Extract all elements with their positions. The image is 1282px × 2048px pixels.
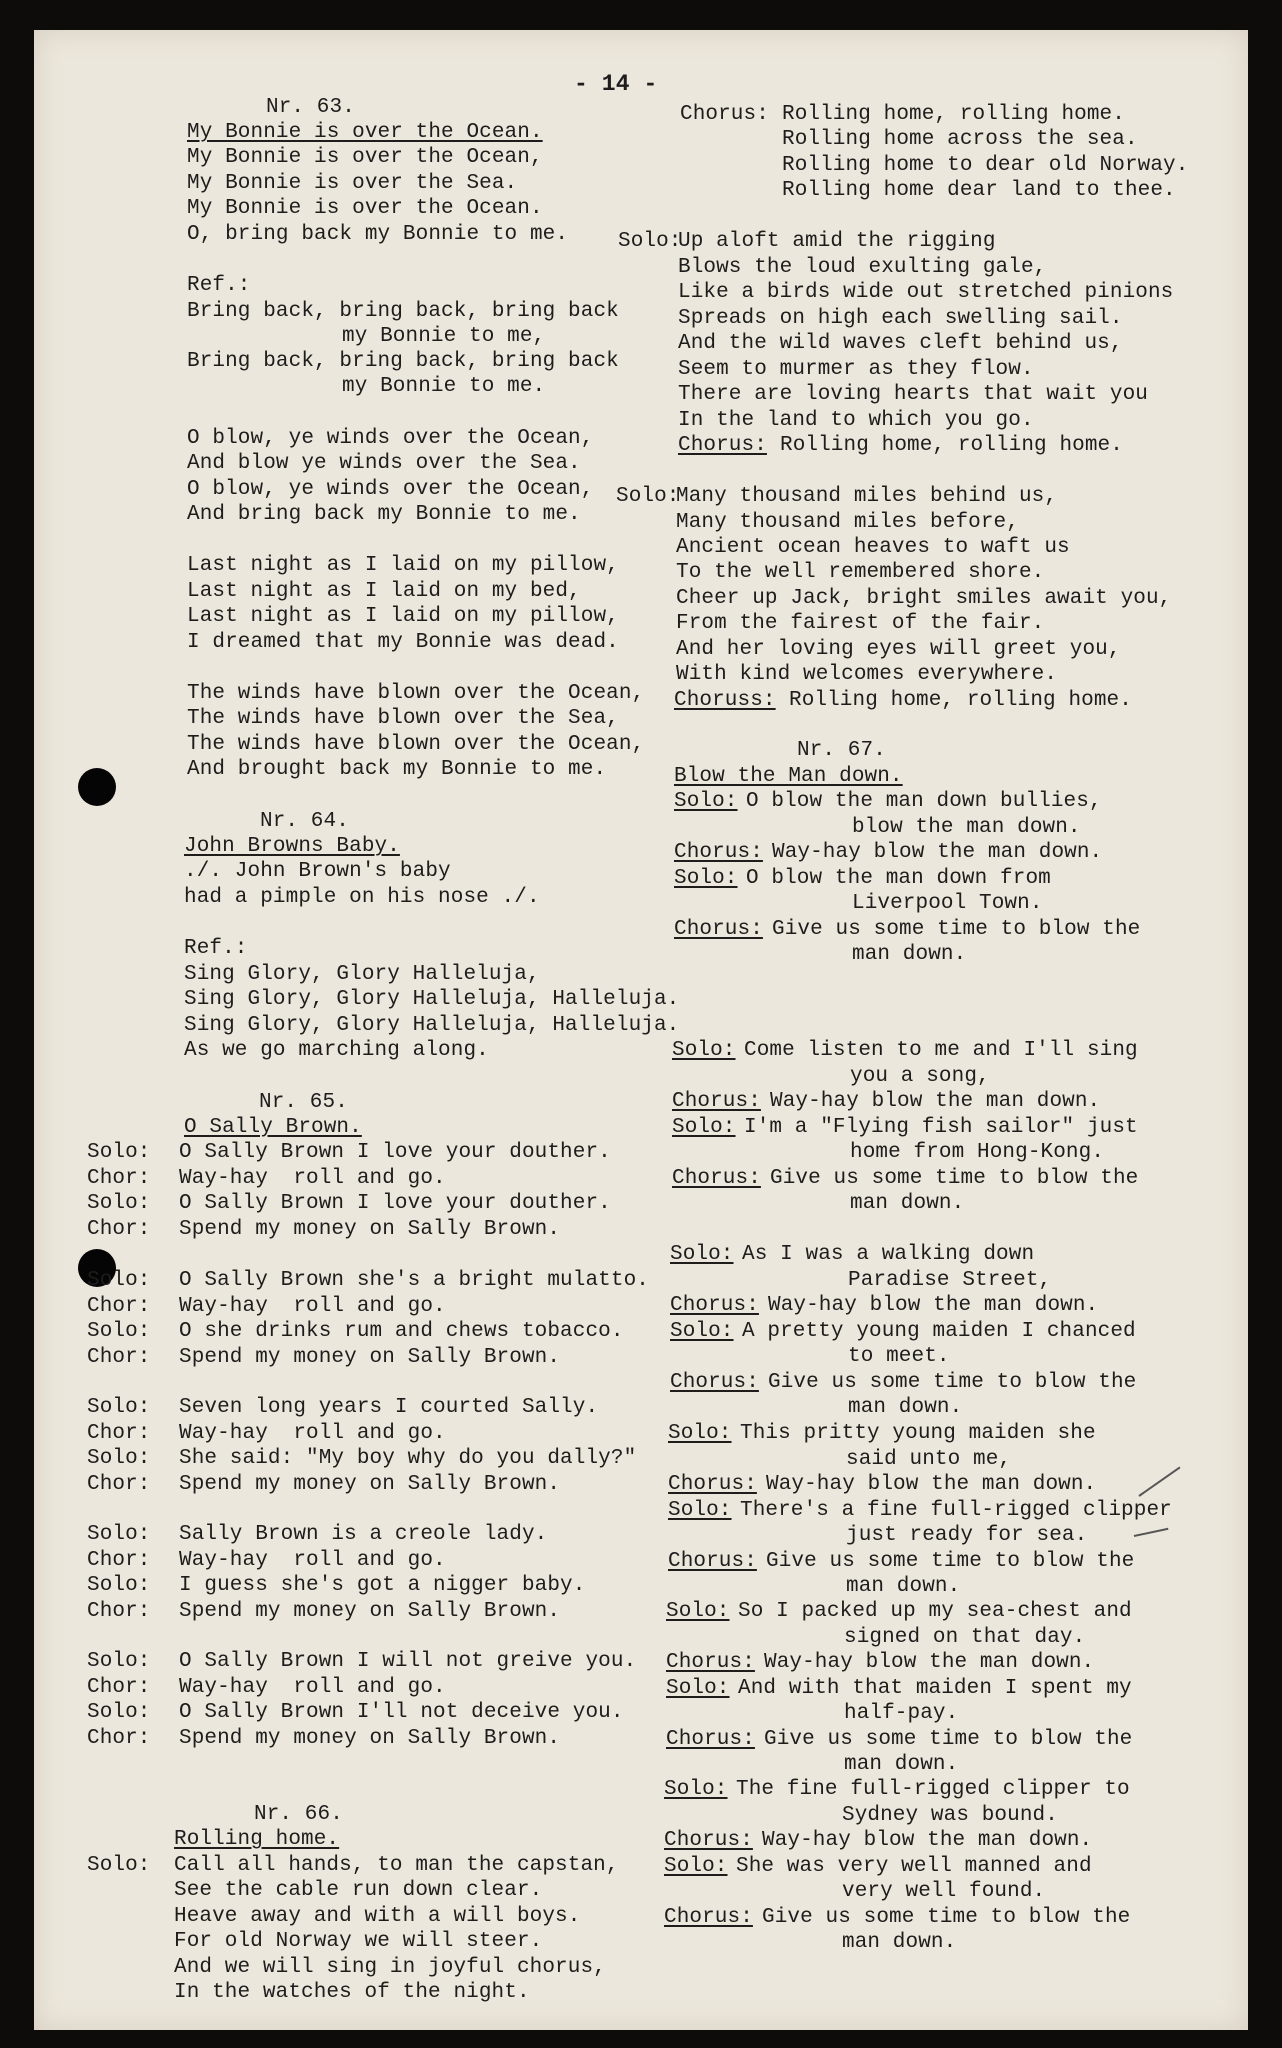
lyric-line: man down. xyxy=(850,1192,965,1215)
lyric-line: my Bonnie to me. xyxy=(342,375,546,398)
solo-label: Solo: xyxy=(87,1523,151,1546)
lyric-line: you a song, xyxy=(850,1064,990,1088)
lyric-line: Way-hay roll and go. xyxy=(179,1548,446,1572)
solo-label: Solo: xyxy=(666,1676,730,1700)
lyric-line: Blows the loud exulting gale, xyxy=(678,256,1047,279)
lyric-line: Up aloft amid the rigging xyxy=(678,230,996,253)
lyric-line: Way-hay roll and go. xyxy=(179,1166,446,1190)
lyric-line: Many thousand miles behind us, xyxy=(676,485,1058,508)
solo-label: Solo: xyxy=(87,1269,151,1292)
chorus-label: Chor: xyxy=(87,1217,151,1241)
lyric-line: Give us some time to blow the xyxy=(768,1370,1137,1394)
lyric-line: O blow, ye winds over the Ocean, xyxy=(187,478,594,501)
lyric-line: Sing Glory, Glory Halleluja, Halleluja. xyxy=(184,988,680,1011)
lyric-line: O blow the man down from xyxy=(746,866,1051,890)
lyric-line: Way-hay blow the man down. xyxy=(762,1829,1093,1852)
chorus-label: Chor: xyxy=(87,1166,151,1190)
lyric-line: man down. xyxy=(846,1575,961,1598)
lyric-line: For old Norway we will steer. xyxy=(174,1930,543,1953)
lyric-line: With kind welcomes everywhere. xyxy=(676,663,1058,686)
solo-label: Solo: xyxy=(664,1778,728,1801)
chorus-label: Chorus: xyxy=(664,1905,753,1929)
solo-label: Solo: xyxy=(616,485,680,508)
lyric-line: Give us some time to blow the xyxy=(762,1905,1131,1929)
chorus-label: Chorus: xyxy=(672,1166,761,1190)
lyric-line: Spend my money on Sally Brown. xyxy=(179,1217,561,1241)
lyric-line: And the wild waves cleft behind us, xyxy=(678,332,1123,355)
lyric-line: O Sally Brown I will not greive you. xyxy=(179,1650,637,1673)
lyric-line: As I was a walking down xyxy=(742,1243,1035,1266)
song-number: Nr. 67. xyxy=(797,739,886,762)
chorus-label: Chorus: xyxy=(668,1549,757,1573)
punch-hole-icon xyxy=(78,768,116,806)
lyric-line: In the watches of the night. xyxy=(174,1981,530,2004)
lyric-line: Way-hay roll and go. xyxy=(179,1294,446,1318)
lyric-line: To the well remembered shore. xyxy=(676,561,1045,584)
lyric-line: Seven long years I courted Sally. xyxy=(179,1396,599,1419)
chorus-label: Chor: xyxy=(87,1675,151,1699)
lyric-line: Sally Brown is a creole lady. xyxy=(179,1523,548,1546)
song-title: O Sally Brown. xyxy=(184,1116,362,1139)
lyric-line: man down. xyxy=(848,1396,963,1419)
solo-label: Solo: xyxy=(672,1115,736,1139)
pencil-mark xyxy=(1134,1528,1169,1537)
chorus-label: Chor: xyxy=(87,1548,151,1572)
lyric-line: My Bonnie is over the Sea. xyxy=(187,172,518,195)
chorus-label: Chorus: xyxy=(674,841,763,864)
solo-label: Solo: xyxy=(618,230,682,253)
lyric-line: The winds have blown over the Ocean, xyxy=(187,733,645,756)
lyric-line: The winds have blown over the Sea, xyxy=(187,707,619,730)
chorus-label: Chor: xyxy=(87,1345,151,1369)
refrain-label: Ref.: xyxy=(187,274,251,297)
lyric-line: man down. xyxy=(844,1753,959,1776)
lyric-line: Spend my money on Sally Brown. xyxy=(179,1726,561,1750)
lyric-line: Rolling home to dear old Norway. xyxy=(782,154,1189,177)
song-number: Nr. 63. xyxy=(266,96,355,119)
lyric-line: Give us some time to blow the xyxy=(770,1166,1139,1190)
chorus-label: Chor: xyxy=(87,1599,151,1623)
chorus-label: Chorus: xyxy=(664,1829,753,1852)
lyric-line: Heave away and with a will boys. xyxy=(174,1905,581,1928)
lyric-line: Way-hay roll and go. xyxy=(179,1675,446,1699)
lyric-line: Sing Glory, Glory Halleluja, xyxy=(184,963,540,986)
solo-label: Solo: xyxy=(670,1319,734,1343)
song-title: Rolling home. xyxy=(174,1828,340,1851)
lyric-line: O she drinks rum and chews tobacco. xyxy=(179,1320,624,1343)
document-page xyxy=(34,30,1248,2030)
solo-label: Solo: xyxy=(87,1447,151,1470)
solo-label: Solo: xyxy=(87,1854,151,1877)
lyric-line: Bring back, bring back, bring back xyxy=(187,350,619,373)
lyric-line: And we will sing in joyful chorus, xyxy=(174,1956,606,1979)
lyric-line: Last night as I laid on my pillow, xyxy=(187,554,619,577)
chorus-label: Chor: xyxy=(87,1472,151,1496)
lyric-line: Way-hay blow the man down. xyxy=(766,1473,1097,1496)
song-title: John Browns Baby. xyxy=(184,835,400,858)
song-title: My Bonnie is over the Ocean. xyxy=(187,121,543,144)
lyric-line: said unto me, xyxy=(846,1447,1012,1471)
lyric-line: ./. John Brown's baby xyxy=(184,860,451,883)
lyric-line: This pritty young maiden she xyxy=(740,1422,1096,1445)
lyric-line: And bring back my Bonnie to me. xyxy=(187,503,581,526)
lyric-line: O, bring back my Bonnie to me. xyxy=(187,223,569,246)
lyric-line: Way-hay blow the man down. xyxy=(770,1090,1101,1113)
lyric-line: I guess she's got a nigger baby. xyxy=(179,1574,586,1597)
chorus-label: Chorus: xyxy=(670,1370,759,1394)
lyric-line: She said: "My boy why do you dally?" xyxy=(179,1447,637,1470)
chorus-label: Chorus: xyxy=(678,434,767,457)
lyric-line: And with that maiden I spent my xyxy=(738,1676,1132,1700)
page-number: - 14 - xyxy=(574,71,658,97)
lyric-line: Call all hands, to man the capstan, xyxy=(174,1854,619,1877)
chorus-label: Chor: xyxy=(87,1421,151,1445)
lyric-line: O Sally Brown I love your douther. xyxy=(179,1141,611,1164)
lyric-line: Many thousand miles before, xyxy=(676,511,1019,534)
song-number: Nr. 64. xyxy=(260,810,349,833)
lyric-line: Liverpool Town. xyxy=(852,892,1043,915)
chorus-label: Chor: xyxy=(87,1726,151,1750)
lyric-line: Seem to murmer as they flow. xyxy=(678,358,1034,381)
lyric-line: The winds have blown over the Ocean, xyxy=(187,682,645,705)
lyric-line: My Bonnie is over the Ocean, xyxy=(187,146,543,169)
lyric-line: In the land to which you go. xyxy=(678,409,1034,432)
chorus-label: Choruss: xyxy=(674,689,776,712)
lyric-line: O blow, ye winds over the Ocean, xyxy=(187,427,594,450)
lyric-line: Give us some time to blow the xyxy=(766,1549,1135,1573)
lyric-line: Give us some time to blow the xyxy=(764,1727,1133,1751)
solo-label: Solo: xyxy=(668,1422,732,1445)
solo-label: Solo: xyxy=(664,1854,728,1878)
lyric-line: Way-hay blow the man down. xyxy=(768,1294,1099,1317)
lyric-line: Rolling home across the sea. xyxy=(782,128,1138,151)
lyric-line: And brought back my Bonnie to me. xyxy=(187,758,607,781)
pencil-mark xyxy=(1138,1467,1180,1497)
lyric-line: So I packed up my sea-chest and xyxy=(738,1600,1132,1623)
solo-label: Solo: xyxy=(87,1141,151,1164)
lyric-line: signed on that day. xyxy=(844,1625,1086,1649)
lyric-line: O Sally Brown I love your douther. xyxy=(179,1192,611,1215)
lyric-line: to meet. xyxy=(848,1345,950,1368)
lyric-line: There are loving hearts that wait you xyxy=(678,383,1148,406)
lyric-line: From the fairest of the fair. xyxy=(676,612,1045,635)
lyric-line: very well found. xyxy=(842,1880,1046,1903)
lyric-line: Spend my money on Sally Brown. xyxy=(179,1472,561,1496)
solo-label: Solo: xyxy=(87,1574,151,1597)
song-number: Nr. 66. xyxy=(254,1803,343,1826)
lyric-line: man down. xyxy=(852,943,967,966)
lyric-line: just ready for sea. xyxy=(846,1524,1088,1547)
solo-label: Solo: xyxy=(674,790,738,813)
lyric-line: As we go marching along. xyxy=(184,1039,489,1062)
chorus-label: Chorus: xyxy=(668,1473,757,1496)
lyric-line: I'm a "Flying fish sailor" just xyxy=(744,1115,1138,1139)
lyric-line: Way-hay blow the man down. xyxy=(772,841,1103,864)
lyric-line: Give us some time to blow the xyxy=(772,917,1141,941)
lyric-line: A pretty young maiden I chanced xyxy=(742,1319,1136,1343)
solo-label: Solo: xyxy=(87,1396,151,1419)
lyric-line: Way-hay blow the man down. xyxy=(764,1651,1095,1674)
lyric-line: blow the man down. xyxy=(852,815,1081,839)
solo-label: Solo: xyxy=(666,1600,730,1623)
lyric-line: home from Hong-Kong. xyxy=(850,1141,1105,1164)
lyric-line: had a pimple on his nose ./. xyxy=(184,886,540,909)
lyric-line: The fine full-rigged clipper to xyxy=(736,1778,1130,1801)
chorus-label: Chorus: xyxy=(666,1651,755,1674)
lyric-line: Way-hay roll and go. xyxy=(179,1421,446,1445)
lyric-line: Come listen to me and I'll sing xyxy=(744,1039,1138,1062)
solo-label: Solo: xyxy=(672,1039,736,1062)
lyric-line: There's a fine full-rigged clipper xyxy=(740,1498,1172,1522)
solo-label: Solo: xyxy=(87,1701,151,1724)
lyric-line: I dreamed that my Bonnie was dead. xyxy=(187,631,619,654)
solo-label: Solo: xyxy=(674,866,738,890)
chorus-label: Chor: xyxy=(87,1294,151,1318)
lyric-line: She was very well manned and xyxy=(736,1854,1092,1878)
lyric-line: Paradise Street, xyxy=(848,1268,1052,1292)
lyric-line: And blow ye winds over the Sea. xyxy=(187,452,581,475)
solo-label: Solo: xyxy=(668,1498,732,1522)
lyric-line: Rolling home, rolling home. xyxy=(780,434,1123,457)
lyric-line: My Bonnie is over the Ocean. xyxy=(187,197,543,220)
solo-label: Solo: xyxy=(87,1650,151,1673)
solo-label: Solo: xyxy=(670,1243,734,1266)
chorus-label: Chorus: xyxy=(674,917,763,941)
song-title: Blow the Man down. xyxy=(674,765,903,788)
lyric-line: And her loving eyes will greet you, xyxy=(676,638,1121,661)
lyric-line: half-pay. xyxy=(844,1702,959,1725)
lyric-line: Rolling home, rolling home. xyxy=(789,689,1132,712)
lyric-line: O Sally Brown I'll not deceive you. xyxy=(179,1701,624,1724)
solo-label: Solo: xyxy=(87,1320,151,1343)
lyric-line: See the cable run down clear. xyxy=(174,1879,543,1902)
lyric-line: Spend my money on Sally Brown. xyxy=(179,1345,561,1369)
lyric-line: Sing Glory, Glory Halleluja, Halleluja. xyxy=(184,1014,680,1037)
chorus-label: Chorus: xyxy=(670,1294,759,1317)
lyric-line: Rolling home dear land to thee. xyxy=(782,179,1176,202)
lyric-line: Cheer up Jack, bright smiles await you, xyxy=(676,587,1172,610)
song-number: Nr. 65. xyxy=(259,1091,348,1114)
lyric-line: Bring back, bring back, bring back xyxy=(187,300,619,323)
lyric-line: Ancient ocean heaves to waft us xyxy=(676,536,1070,559)
lyric-line: Sydney was bound. xyxy=(842,1803,1058,1827)
lyric-line: Last night as I laid on my bed, xyxy=(187,580,581,603)
lyric-line: Spreads on high each swelling sail. xyxy=(678,307,1123,330)
lyric-line: Spend my money on Sally Brown. xyxy=(179,1599,561,1623)
lyric-line: O Sally Brown she's a bright mulatto. xyxy=(179,1269,649,1292)
chorus-label: Chorus: xyxy=(666,1727,755,1751)
lyric-line: my Bonnie to me, xyxy=(342,325,546,348)
solo-label: Solo: xyxy=(87,1192,151,1215)
chorus-label: Chorus: xyxy=(672,1090,761,1113)
chorus-label: Chorus: xyxy=(680,103,769,126)
lyric-line: Last night as I laid on my pillow, xyxy=(187,605,619,628)
lyric-line: man down. xyxy=(842,1931,957,1954)
lyric-line: O blow the man down bullies, xyxy=(746,790,1102,813)
lyric-line: Rolling home, rolling home. xyxy=(782,103,1125,126)
refrain-label: Ref.: xyxy=(184,937,248,960)
lyric-line: Like a birds wide out stretched pinions xyxy=(678,281,1174,304)
